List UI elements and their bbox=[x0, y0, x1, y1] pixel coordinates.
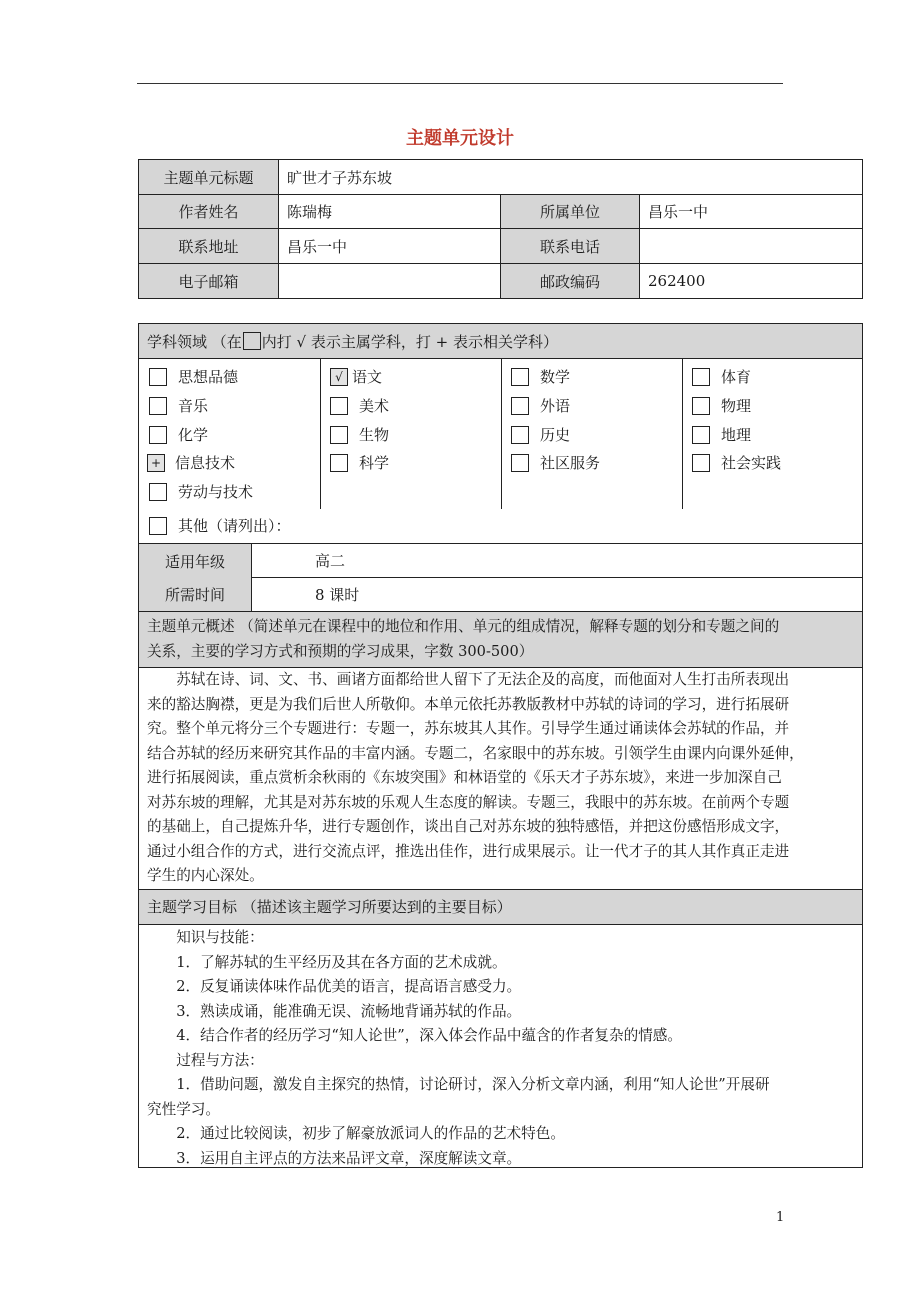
objective-line: 知识与技能： bbox=[176, 929, 264, 946]
phone-label: 联系电话 bbox=[501, 229, 640, 264]
subject-label: 劳动与技术 bbox=[178, 483, 254, 501]
subject-label: 地理 bbox=[721, 426, 752, 444]
subject-label: 思想品德 bbox=[178, 368, 239, 386]
subject-label: 社会实践 bbox=[721, 454, 782, 472]
phone-value bbox=[640, 229, 862, 264]
checkbox-meishu[interactable] bbox=[330, 397, 348, 415]
subject-label: 体育 bbox=[721, 368, 752, 386]
overview-header-line: 主题单元概述 （简述单元在课程中的地位和作用、单元的组成情况，解释专题的划分和专题之间的 bbox=[147, 618, 780, 635]
design-table bbox=[138, 323, 863, 1168]
overview-body bbox=[139, 668, 862, 890]
objective-line: 究性学习。 bbox=[147, 1100, 220, 1118]
overview-line: 的基础上，自己提炼升华，进行专题创作，谈出自己对苏东坡的独特感悟，并把这份感悟形成文字， bbox=[147, 818, 790, 835]
unit-value: 昌乐一中 bbox=[640, 195, 862, 229]
address-label: 联系地址 bbox=[139, 229, 279, 264]
postcode-value: 262400 bbox=[648, 272, 706, 290]
address-value: 昌乐一中 bbox=[279, 229, 501, 264]
subject-divider-1 bbox=[320, 359, 321, 509]
checkbox-kexue[interactable] bbox=[330, 454, 348, 472]
objectives-header-text: 主题学习目标 （描述该主题学习所要达到的主要目标） bbox=[147, 898, 512, 916]
subject-label: 语文 bbox=[352, 368, 383, 386]
subject-label: 物理 bbox=[721, 397, 752, 415]
time-label: 所需时间 bbox=[139, 578, 252, 611]
overview-line: 进行拓展阅读，重点赏析余秋雨的《东坡突围》和林语堂的《乐天才子苏东坡》，来进一步加深自己 bbox=[147, 769, 782, 786]
checkbox-sample-icon bbox=[243, 332, 261, 350]
overview-line: 对苏东坡的理解，尤其是对苏东坡的乐观人生态度的解读。专题三，我眼中的苏东坡。在前两个专题 bbox=[147, 793, 790, 811]
overview-line: 苏轼在诗、词、文、书、画诸方面都给世人留下了无法企及的高度，而他面对人生打击所表现出 bbox=[176, 671, 790, 688]
document-title: 主题单元设计 bbox=[406, 128, 514, 149]
checkbox-huaxue[interactable] bbox=[149, 426, 167, 444]
objective-line: 1．了解苏轼的生平经历及其在各方面的艺术成就。 bbox=[176, 953, 507, 971]
postcode-label: 邮政编码 bbox=[501, 264, 640, 298]
subject-label: 数学 bbox=[540, 368, 571, 386]
objectives-header bbox=[139, 890, 862, 925]
email-label: 电子邮箱 bbox=[139, 264, 279, 298]
page-number: 1 bbox=[776, 1210, 785, 1225]
checkbox-sixiangpinde[interactable] bbox=[149, 368, 167, 386]
other-label: 其他（请列出）： bbox=[178, 517, 291, 535]
checkbox-xinxijishu[interactable]: + bbox=[147, 454, 165, 472]
objective-line: 3．运用自主评点的方法来品评文章，深度解读文章。 bbox=[176, 1149, 522, 1167]
subject-label: 音乐 bbox=[178, 397, 209, 415]
checkbox-shequfuwu[interactable] bbox=[511, 454, 529, 472]
subject-label: 社区服务 bbox=[540, 454, 601, 472]
subject-header-text-b: 内打 √ 表示主属学科，打 + 表示相关学科） bbox=[261, 333, 558, 351]
header-rule bbox=[137, 83, 783, 84]
unit-label: 所属单位 bbox=[501, 195, 640, 229]
subject-label: 化学 bbox=[178, 426, 209, 444]
checkbox-dili[interactable] bbox=[692, 426, 710, 444]
checkbox-shengwu[interactable] bbox=[330, 426, 348, 444]
subject-label: 外语 bbox=[540, 397, 571, 415]
checkbox-other[interactable] bbox=[149, 517, 167, 535]
checkbox-tiyu[interactable] bbox=[692, 368, 710, 386]
time-row bbox=[139, 578, 862, 612]
checkbox-yinyue[interactable] bbox=[149, 397, 167, 415]
subject-label: 美术 bbox=[359, 397, 390, 415]
objective-line: 过程与方法： bbox=[176, 1051, 264, 1069]
objective-line: 2．反复诵读体味作品优美的语言，提高语言感受力。 bbox=[176, 978, 522, 995]
subject-label: 科学 bbox=[359, 454, 390, 472]
grade-row bbox=[139, 543, 862, 578]
info-table bbox=[138, 159, 863, 299]
grade-value: 高二 bbox=[315, 552, 346, 570]
objective-line: 4．结合作者的经历学习“知人论世”，深入体会作品中蕴含的作者复杂的情感。 bbox=[176, 1027, 682, 1044]
subject-label: 生物 bbox=[359, 426, 390, 444]
checkbox-shuxue[interactable] bbox=[511, 368, 529, 386]
overview-line: 结合苏轼的经历来研究其作品的丰富内涵。专题二，名家眼中的苏东坡。引领学生由课内向课外延伸， bbox=[147, 744, 804, 762]
subject-header bbox=[139, 324, 862, 359]
grade-label: 适用年级 bbox=[139, 544, 252, 578]
overview-line: 究。整个单元将分三个专题进行：专题一，苏东坡其人其作。引导学生通过诵读体会苏轼的作品，并 bbox=[147, 720, 790, 737]
objective-line: 1．借助问题，激发自主探究的热情，讨论研讨，深入分析文章内涵，利用“知人论世”开展研 bbox=[176, 1076, 770, 1093]
objective-line: 3．熟读成诵，能准确无误、流畅地背诵苏轼的作品。 bbox=[176, 1002, 522, 1020]
overview-header-line: 关系，主要的学习方式和预期的学习成果，字数 300-500） bbox=[147, 642, 534, 660]
subject-label: 历史 bbox=[540, 426, 571, 444]
checkbox-laodongyujishu[interactable] bbox=[149, 483, 167, 501]
overview-line: 学生的内心深处。 bbox=[147, 867, 264, 884]
email-value bbox=[279, 264, 501, 298]
checkbox-wuli[interactable] bbox=[692, 397, 710, 415]
subject-header-text-a: 学科领域 （在 bbox=[147, 333, 242, 351]
overview-header bbox=[139, 612, 862, 668]
checkbox-lishi[interactable] bbox=[511, 426, 529, 444]
objectives-body bbox=[139, 925, 862, 1167]
subject-divider-2 bbox=[501, 359, 502, 509]
title-label: 主题单元标题 bbox=[139, 160, 279, 195]
author-value: 陈瑞梅 bbox=[279, 195, 501, 229]
subject-label: 信息技术 bbox=[175, 454, 236, 472]
checkbox-waiyu[interactable] bbox=[511, 397, 529, 415]
title-value: 旷世才子苏东坡 bbox=[279, 160, 862, 195]
subject-divider-3 bbox=[682, 359, 683, 509]
checkbox-shehuishijian[interactable] bbox=[692, 454, 710, 472]
time-value: 8 课时 bbox=[315, 586, 360, 604]
author-label: 作者姓名 bbox=[139, 195, 279, 229]
overview-line: 来的豁达胸襟，更是为我们后世人所敬仰。本单元依托苏教版教材中苏轼的诗词的学习，进行拓展研 bbox=[147, 695, 790, 713]
checkbox-yuwen[interactable]: √ bbox=[330, 368, 348, 386]
objective-line: 2．通过比较阅读，初步了解豪放派词人的作品的艺术特色。 bbox=[176, 1125, 565, 1142]
overview-line: 通过小组合作的方式，进行交流点评，推选出佳作，进行成果展示。让一代才子的其人其作真正走进 bbox=[147, 842, 790, 860]
